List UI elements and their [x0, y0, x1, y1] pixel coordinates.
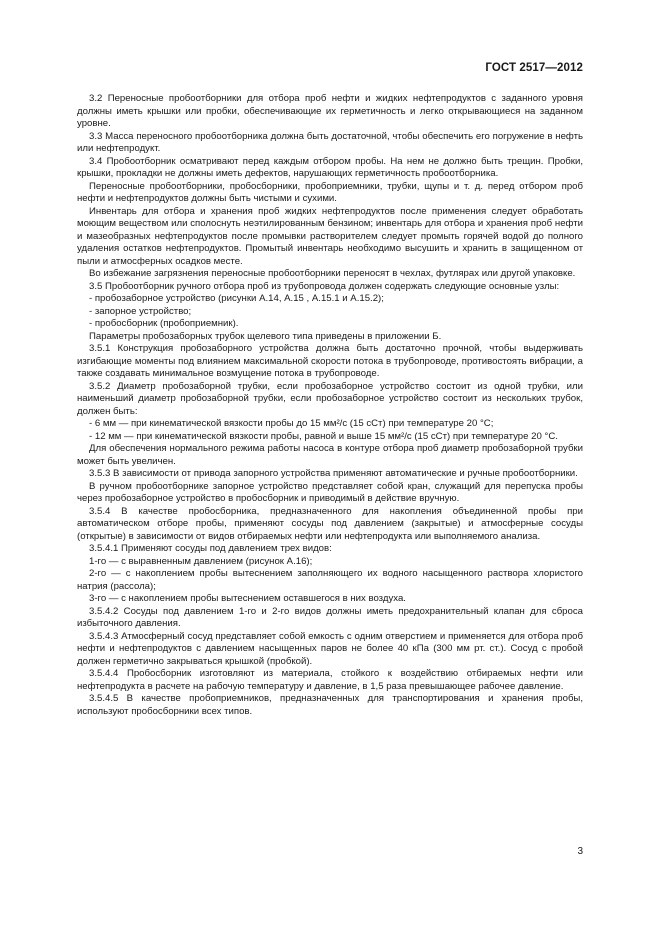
paragraph-contamination: Во избежание загрязнения переносные пробоотборники переносят в чехлах, футлярах или другой упаковке. [89, 268, 576, 279]
document-header-title: ГОСТ 2517—2012 [485, 62, 583, 74]
paragraph-3-5-4: 3.5.4 В качестве пробосборника, предназначенного для накопления объединенной пробы при автоматическом отборе пробы, применяют сосуды под давлением (закрытые) и атмосферные сосуды (открытые) в зависимости от видов отбираемых нефти или нефтепродукта или выполняемого анализа. [77, 505, 583, 542]
paragraph-3-5-4-1: 3.5.4.1 Применяют сосуды под давлением трех видов: [89, 543, 332, 554]
list-item-12mm: - 12 мм — при кинематической вязкости пробы, равной и выше 15 мм²/с (15 сСт) при температуре 20 °С. [89, 430, 558, 442]
paragraph-3-5-2: 3.5.2 Диаметр пробозаборной трубки, если пробозаборное устройство состоит из одной трубки, или наименьший диаметр пробозаборной трубки, если пробозаборное устройство состоит из нескольких трубок, должен быть: [77, 380, 583, 417]
list-item-shutoff-device: - запорное устройство; [89, 305, 192, 317]
paragraph-3-5-4-4: 3.5.4.4 Пробосборник изготовляют из материала, стойкого к воздействию отбираемых нефти или нефтепродукта в расчете на рабочую температуру и давление, в 1,5 раза превышающее рабочее давление. [77, 668, 583, 692]
paragraph-3-5-3: 3.5.3 В зависимости от привода запорного устройства применяют автоматические и ручные пробоотборники. [89, 468, 578, 479]
paragraph-pump-mode: Для обеспечения нормального режима работы насоса в контуре отбора проб диаметр пробозаборной трубки может быть увеличен. [77, 443, 583, 467]
paragraph-3-5-1: 3.5.1 Конструкция пробозаборного устройства должна быть достаточно прочной, чтобы выдерживать изгибающие моменты под влиянием максимальной скорости потока в трубопроводе, противостоять вибрации, а также создавать минимальное возмущение потока в трубопроводе. [77, 343, 583, 379]
document-body [77, 93, 583, 718]
list-item-type-2: 2-го — с накоплением пробы вытеснением заполняющего их водного насыщенного раствора хлористого натрия (рассола); [77, 568, 583, 592]
paragraph-3-5-4-5: 3.5.4.5 В качестве пробоприемников, предназначенных для транспортирования и хранения пробы, используют пробосборники всех типов. [77, 693, 583, 717]
paragraph-3-5: 3.5 Пробоотборник ручного отбора проб из трубопровода должен содержать следующие основные узлы: [89, 280, 560, 292]
paragraph-portable-samplers: Переносные пробоотборники, пробосборники, пробоприемники, трубки, щупы и т. д. перед отбором проб нефти и нефтепродуктов должны быть чистыми и сухими. [77, 180, 583, 204]
paragraph-3-2: 3.2 Переносные пробоотборники для отбора проб нефти и жидких нефтепродуктов с заданного уровня должны иметь крышки или пробки, обеспечивающие их герметичность и легко открывающиеся на заданном уровне. [77, 93, 583, 129]
paragraph-manual-sampler: В ручном пробоотборнике запорное устройство представляет собой кран, служащий для перепуска пробы через пробозаборное устройство в пробосборник и приводимый в действие вручную. [77, 480, 583, 504]
list-item-type-3: 3-го — с накоплением пробы вытеснением оставшегося в них воздуха. [89, 593, 406, 604]
list-item-type-1: 1-го — с выравненным давлением (рисунок А.16); [89, 555, 313, 567]
paragraph-3-4: 3.4 Пробоотборник осматривают перед каждым отбором пробы. На нем не должно быть трещин. Пробки, крышки, прокладки не должны иметь дефектов, нарушающих герметичность пробоотборника. [77, 155, 583, 179]
paragraph-3-3: 3.3 Масса переносного пробоотборника должна быть достаточной, чтобы обеспечить его погружение в нефть или нефтепродукт. [77, 130, 583, 154]
page-number: 3 [577, 846, 583, 857]
paragraph-inventory-cleaning: Инвентарь для отбора и хранения проб жидких нефтепродуктов после применения следует обработать моющим веществом или сполоснуть неэтилированным бензином; инвентарь для отбора и хранения проб нефти и мазеобразных нефтепродуктов после промывки растворителем следует промыть горячей водой до полного удаления остатков нефтепродуктов. Промытый инвентарь необходимо высушить и хранить в защищенном от пыли и атмосферных осадков месте. [77, 205, 583, 267]
list-item-sample-collector: - пробосборник (пробоприемник). [89, 318, 239, 329]
paragraph-slot-tubes: Параметры пробозаборных трубок щелевого типа приведены в приложении Б. [89, 330, 442, 342]
paragraph-3-5-4-2: 3.5.4.2 Сосуды под давлением 1-го и 2-го видов должны иметь предохранительный клапан для сброса избыточного давления. [77, 605, 583, 629]
list-item-intake-device: - пробозаборное устройство (рисунки А.14, А.15 , А.15.1 и А.15.2); [89, 293, 384, 304]
list-item-6mm: - 6 мм — при кинематической вязкости пробы до 15 мм²/с (15 сСт) при температуре 20 °С; [89, 418, 494, 429]
paragraph-3-5-4-3: 3.5.4.3 Атмосферный сосуд представляет собой емкость с одним отверстием и применяется для отбора проб нефти и нефтепродуктов с давлением насыщенных паров не более 40 кПа (300 мм рт. ст.). Сосуд с пробой должен герметично закрываться крышкой (пробкой). [77, 630, 583, 667]
